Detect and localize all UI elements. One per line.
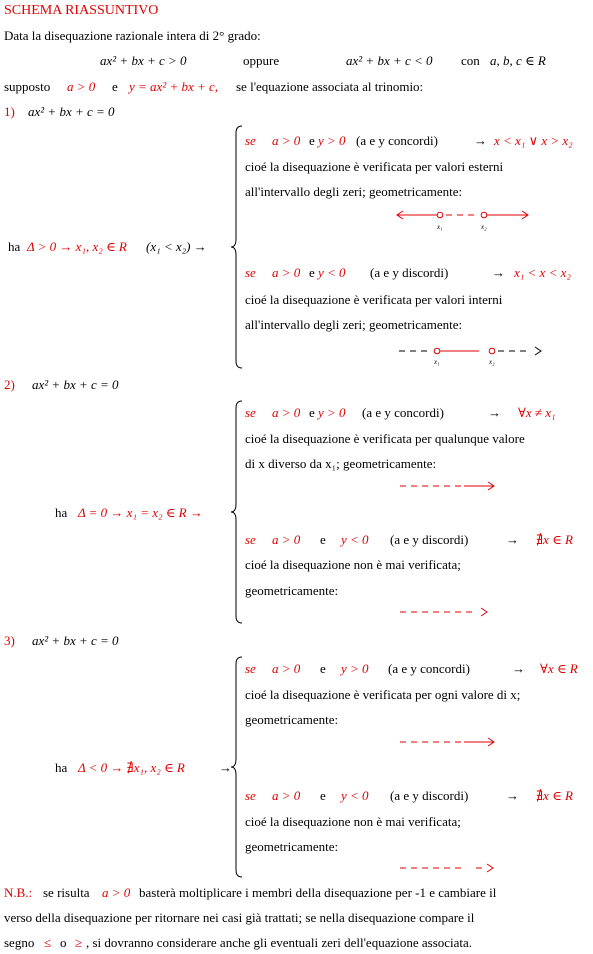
case-1-delta: Δ > 0 → x₁, x₂ ∈ R [27,239,127,254]
case-2a-arrow: → [488,405,501,420]
nb-text-2: verso della disequazione per ritornare nei casi già trattati; se nella disequazione compare il [4,910,475,925]
case-1b-rel: (a e y discordi) [370,265,449,280]
case-2a-desc1: cioé la disequazione è verificata per qualunque valore [245,431,525,446]
case-3a-se: se [245,661,256,676]
case-2-delta: Δ = 0 → x₁ = x₂ ∈ R → [78,505,203,520]
case-1b-desc1: cioé la disequazione è verificata per valori interni [245,292,503,307]
case-1a-rel: (a e y concordi) [356,133,438,148]
supposto-label: supposto [4,79,51,94]
case-2b-desc1: cioé la disequazione non è mai verificata; [245,557,461,572]
case-1a-number-line [395,207,535,237]
e-label: e [112,79,118,94]
case-1b-ycond: y < 0 [318,265,346,280]
case-2b-se: se [245,532,256,547]
case-1b-e: e [309,265,315,280]
case-1b-cond: a > 0 [272,265,301,280]
nb-condition: a > 0 [102,885,131,900]
case-1b-x2-label: x₂ [489,358,495,366]
case-2-equation: ax² + bx + c = 0 [32,377,119,392]
case-3b-e: e [320,788,326,803]
case-1a-e: e [309,133,315,148]
intro-line: Data la disequazione razionale intera di 2° grado: [4,28,261,43]
case-2b-result: ∄x ∈ R [536,532,573,547]
case-3-delta: Δ < 0 → ∄x₁, x₂ ∈ R [78,760,185,775]
case-1a-desc2: all'intervallo degli zeri; geometricamente: [245,184,463,199]
case-3b-result: ∄x ∈ R [536,788,573,803]
nb-text-3b: , si dovranno considerare anche gli eventuali zeri dell'equazione associata. [86,935,473,950]
case-3a-ycond: y > 0 [341,661,369,676]
case-2b-number-line [398,604,498,622]
nb-text-1a: se risulta [43,885,90,900]
case-1b-number-line [397,343,547,373]
case-3-ha: ha [55,760,68,775]
case-3b-desc1: cioé la disequazione non è mai verificata; [245,814,461,829]
con-label: con [461,53,480,68]
case-1-equation: ax² + bx + c = 0 [28,104,115,119]
case-3a-result: ∀x ∈ R [540,661,578,676]
case-3a-desc2: geometricamente: [245,712,339,727]
intro-tail: se l'equazione associata al trinomio: [236,79,424,94]
case-1a-x1-label: x₁ [437,223,443,231]
nb-text-1b: basterà moltiplicare i membri della disequazione per -1 e cambiare il [139,885,497,900]
case-1-ha: ha [8,239,21,254]
case-2a-desc2: di x diverso da x₁; geometricamente: [245,456,437,471]
nb-text-3a: segno [4,935,35,950]
case-1a-x2-label: x₂ [481,223,487,231]
nb-le-sign: ≤ [44,935,52,950]
case-1a-result: x < x₁ ∨ x > x₂ [494,133,573,148]
case-3-equation: ax² + bx + c = 0 [32,633,119,648]
case-3a-rel: (a e y concordi) [388,661,470,676]
case-2a-e: e [309,405,315,420]
nb-o: o [60,935,67,950]
case-3a-number-line [398,734,498,752]
case-2-brace [230,400,244,624]
case-3b-number-line [398,860,498,878]
y-definition: y = ax² + bx + c, [129,79,219,94]
case-2a-ycond: y > 0 [318,405,346,420]
case-3a-desc1: cioé la disequazione è verificata per ogni valore di x; [245,687,521,702]
case-2b-arrow: → [506,532,519,547]
case-2a-number-line [398,478,498,496]
case-3b-se: se [245,788,256,803]
inequality-less: ax² + bx + c < 0 [346,53,433,68]
case-2a-cond: a > 0 [272,405,301,420]
case-1a-ycond: y > 0 [318,133,346,148]
case-3a-arrow: → [512,661,525,676]
case-1a-se: se [245,133,256,148]
case-1b-result: x₁ < x < x₂ [514,265,571,280]
case-2-number: 2) [4,377,15,392]
case-2b-e: e [320,532,326,547]
case-1a-cond: a > 0 [272,133,301,148]
page-title: SCHEMA RIASSUNTIVO [4,3,159,18]
case-2b-ycond: y < 0 [341,532,369,547]
case-2a-result: ∀x ≠ x₁ [518,405,556,420]
case-3b-cond: a > 0 [272,788,301,803]
case-3-number: 3) [4,633,15,648]
case-1b-se: se [245,265,256,280]
inequality-greater: ax² + bx + c > 0 [100,53,187,68]
case-2a-rel: (a e y concordi) [362,405,444,420]
case-3a-e: e [320,661,326,676]
case-1b-x1-label: x₁ [434,358,440,366]
case-1a-arrow: → [474,133,487,148]
case-2a-se: se [245,405,256,420]
case-2b-cond: a > 0 [272,532,301,547]
case-3b-arrow: → [506,788,519,803]
case-3-arrow: → [219,760,232,775]
oppure-label: oppure [243,53,280,68]
coefficients-domain: a, b, c ∈ R [490,53,546,68]
case-1b-arrow: → [492,265,505,280]
case-2b-rel: (a e y discordi) [390,532,469,547]
case-3a-cond: a > 0 [272,661,301,676]
case-2b-desc2: geometricamente: [245,583,339,598]
case-1-brace [230,125,244,369]
case-3-brace [230,656,244,878]
case-2-ha: ha [55,505,68,520]
case-1-order: (x₁ < x₂) → [146,239,207,254]
nb-label: N.B.: [4,885,33,900]
case-3b-ycond: y < 0 [341,788,369,803]
case-1-number: 1) [4,104,15,119]
condition-a-positive: a > 0 [67,79,96,94]
case-1a-desc1: cioé la disequazione è verificata per valori esterni [245,159,504,174]
case-3b-rel: (a e y discordi) [390,788,469,803]
case-3b-desc2: geometricamente: [245,839,339,854]
nb-ge-sign: ≥ [75,935,83,950]
case-1b-desc2: all'intervallo degli zeri; geometricamente: [245,317,463,332]
